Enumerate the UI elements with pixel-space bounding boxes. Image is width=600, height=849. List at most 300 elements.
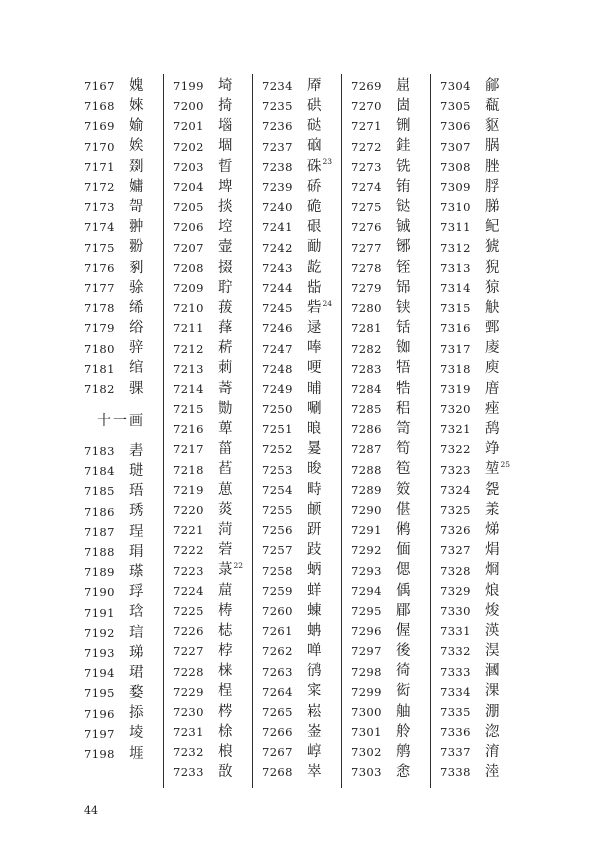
table-row	[173, 641, 253, 661]
entry-number: 7271	[351, 119, 382, 134]
table-row	[84, 663, 164, 683]
entry-character: 翂	[129, 239, 144, 256]
entry-number: 7320	[440, 402, 471, 417]
table-row	[351, 561, 431, 581]
table-row	[440, 722, 520, 742]
table-row	[440, 116, 520, 136]
footnote-ref: 23	[322, 157, 333, 167]
table-row	[440, 540, 520, 560]
entry-character: 淜	[485, 703, 500, 720]
entry-character: 羕	[485, 501, 500, 518]
entry-character: 笱	[396, 441, 411, 458]
entry-number: 7211	[173, 321, 204, 336]
entry-number: 7314	[440, 280, 471, 295]
entry-character: 珸	[129, 483, 144, 500]
table-row	[84, 461, 164, 481]
entry-number: 7297	[351, 644, 382, 659]
table-row	[173, 217, 253, 237]
entry-character: 珶	[129, 644, 144, 661]
entry-character: 莿	[218, 360, 233, 377]
page-number: 44	[84, 804, 98, 817]
footnote-ref: 24	[322, 298, 333, 308]
entry-number: 7288	[351, 462, 382, 477]
entry-character: 铞	[396, 279, 411, 296]
entry-character: 壸	[218, 239, 233, 256]
entry-character: 硍	[307, 219, 322, 236]
entry-character: 烺	[485, 582, 500, 599]
table-row	[173, 621, 253, 641]
entry-character: 硊	[307, 198, 322, 215]
table-row	[84, 522, 164, 542]
entry-number: 7231	[173, 725, 204, 740]
entry-number: 7220	[173, 503, 204, 518]
table-row	[351, 137, 431, 157]
entry-character: 牾	[396, 360, 411, 377]
entry-character: 硔	[307, 98, 322, 115]
entry-character: 崫	[396, 77, 411, 94]
entry-character: 崞	[307, 744, 322, 761]
entry-number: 7187	[84, 524, 115, 539]
entry-number: 7286	[351, 422, 382, 437]
table-row	[173, 197, 253, 217]
entry-number: 7177	[84, 280, 115, 295]
table-row	[262, 702, 342, 722]
entry-number: 7323	[440, 462, 471, 477]
entry-character: 𫄨	[129, 299, 144, 316]
entry-number: 7324	[440, 482, 471, 497]
entry-character: 渶	[485, 622, 500, 639]
entry-character: 庴	[485, 380, 500, 397]
entry-number: 7246	[262, 321, 293, 336]
table-row	[351, 76, 431, 96]
entry-character: 焌	[485, 602, 500, 619]
entry-number: 7235	[262, 99, 293, 114]
table-row	[84, 137, 164, 157]
entry-number: 7199	[173, 79, 204, 94]
entry-number: 7278	[351, 260, 382, 275]
entry-character: 砦	[307, 299, 322, 316]
table-row	[173, 116, 253, 136]
entry-character: 𬱖	[307, 501, 322, 518]
entry-character: 梌	[218, 723, 233, 740]
entry-character: 硃	[307, 158, 322, 175]
entry-number: 7229	[173, 684, 204, 699]
table-row	[262, 460, 342, 480]
entry-character: 娭	[129, 138, 144, 155]
table-row	[173, 338, 253, 358]
entry-character: 蚺	[307, 622, 322, 639]
table-row	[262, 238, 342, 258]
table-row	[351, 762, 431, 782]
entry-number: 7217	[173, 442, 204, 457]
entry-number: 7173	[84, 200, 115, 215]
entry-number: 7303	[351, 765, 382, 780]
table-row	[84, 582, 164, 602]
table-row	[262, 359, 342, 379]
entry-character: 堐	[129, 745, 144, 762]
table-row	[440, 258, 520, 278]
entry-number: 7247	[262, 341, 293, 356]
entry-character: 笯	[396, 481, 411, 498]
table-row	[84, 76, 164, 96]
entry-character: 葸	[218, 481, 233, 498]
table-row	[84, 238, 164, 258]
entry-number: 7237	[262, 139, 293, 154]
entry-character: 衒	[396, 683, 411, 700]
entry-character: 铚	[396, 259, 411, 276]
entry-number: 7254	[262, 482, 293, 497]
table-row	[440, 217, 520, 237]
table-row	[262, 96, 342, 116]
entry-character: 琎	[129, 463, 144, 480]
entry-character: 桹	[218, 744, 233, 761]
table-row	[84, 96, 164, 116]
entry-number: 7330	[440, 603, 471, 618]
table-row	[262, 520, 342, 540]
entry-number: 7332	[440, 644, 471, 659]
entry-character: 㼝	[485, 481, 500, 498]
entry-number: 7227	[173, 644, 204, 659]
entry-number: 7167	[84, 79, 115, 94]
table-row	[84, 623, 164, 643]
entry-character: 鸹	[485, 421, 500, 438]
entry-character: 萚	[218, 320, 233, 337]
entry-character: 婡	[129, 98, 144, 115]
entry-number: 7256	[262, 523, 293, 538]
entry-number: 7331	[440, 624, 471, 639]
table-row	[173, 177, 253, 197]
table-row	[173, 480, 253, 500]
entry-character: 埤	[218, 178, 233, 195]
table-row	[440, 419, 520, 439]
table-row	[173, 137, 253, 157]
table-row	[351, 742, 431, 762]
entry-number: 7188	[84, 545, 115, 560]
table-row	[440, 96, 520, 116]
entry-number: 7182	[84, 381, 115, 396]
entry-character: 䝙	[485, 118, 500, 135]
entry-number: 7230	[173, 704, 204, 719]
entry-number: 7326	[440, 523, 471, 538]
table-row	[262, 439, 342, 459]
footnote-ref: 22	[233, 561, 244, 571]
entry-number: 7336	[440, 725, 471, 740]
entry-number: 7269	[351, 79, 382, 94]
column-3	[262, 76, 342, 783]
entry-character: 趼	[307, 521, 322, 538]
table-row	[262, 500, 342, 520]
table-row	[173, 379, 253, 399]
entry-number: 7196	[84, 706, 115, 721]
entry-character: 𬳿	[129, 279, 144, 296]
table-row	[440, 238, 520, 258]
entry-number: 7287	[351, 442, 382, 457]
entry-number: 7293	[351, 563, 382, 578]
entry-character: 崮	[396, 98, 411, 115]
entry-number: 7276	[351, 220, 382, 235]
table-row	[440, 682, 520, 702]
entry-character: 蛘	[307, 582, 322, 599]
entry-number: 7317	[440, 341, 471, 356]
table-row	[440, 561, 520, 581]
entry-character: 庱	[485, 340, 500, 357]
table-row	[351, 621, 431, 641]
column-1	[84, 76, 164, 764]
entry-number: 7239	[262, 180, 293, 195]
table-row	[173, 520, 253, 540]
table-row	[84, 157, 164, 177]
table-row	[262, 318, 342, 338]
entry-number: 7210	[173, 301, 204, 316]
table-row	[262, 258, 342, 278]
entry-number: 7205	[173, 200, 204, 215]
entry-character: 脞	[485, 158, 500, 175]
entry-character: 哽	[307, 360, 322, 377]
entry-character: 萏	[218, 461, 233, 478]
entry-character: 笥	[396, 421, 411, 438]
entry-character: 堌	[218, 138, 233, 155]
entry-number: 7236	[262, 119, 293, 134]
entry-character: 淏	[485, 643, 500, 660]
entry-character: 萆	[218, 421, 233, 438]
entry-number: 7251	[262, 422, 293, 437]
table-row	[440, 460, 520, 480]
entry-character: 桲	[218, 643, 233, 660]
entry-character: 崒	[307, 764, 322, 781]
entry-character: 瓻	[485, 98, 500, 115]
table-row	[440, 661, 520, 681]
table-row	[84, 258, 164, 278]
table-row	[84, 217, 164, 237]
entry-character: 笣	[396, 461, 411, 478]
table-row	[84, 542, 164, 562]
entry-number: 7250	[262, 402, 293, 417]
entry-character: 鄃	[485, 77, 500, 94]
entry-number: 7201	[173, 119, 204, 134]
table-row	[84, 744, 164, 764]
table-row	[84, 177, 164, 197]
table-row	[440, 197, 520, 217]
entry-character: 脬	[485, 178, 500, 195]
table-row	[351, 197, 431, 217]
entry-character: 唪	[307, 340, 322, 357]
entry-character: 砉	[129, 442, 144, 459]
table-row	[440, 278, 520, 298]
entry-character: 媮	[129, 118, 144, 135]
entry-character: 掎	[218, 98, 233, 115]
table-row	[440, 399, 520, 419]
entry-number: 7253	[262, 462, 293, 477]
entry-number: 7226	[173, 624, 204, 639]
entry-character: 鱾	[485, 219, 500, 236]
entry-number: 7255	[262, 503, 293, 518]
entry-character: 淕	[485, 764, 500, 781]
table-row	[262, 217, 342, 237]
entry-character: 绤	[129, 320, 144, 337]
entry-character: 銈	[396, 138, 411, 155]
entry-character: 舲	[396, 723, 411, 740]
entry-number: 7209	[173, 280, 204, 295]
entry-character: 聍	[218, 279, 233, 296]
entry-character: 梽	[218, 622, 233, 639]
table-row	[173, 742, 253, 762]
entry-number: 7268	[262, 765, 293, 780]
table-row	[262, 661, 342, 681]
table-row	[440, 76, 520, 96]
entry-character: 漍	[485, 663, 500, 680]
entry-character: 烱	[485, 562, 500, 579]
entry-number: 7272	[351, 139, 382, 154]
table-row	[440, 318, 520, 338]
entry-number: 7221	[173, 523, 204, 538]
table-row	[84, 298, 164, 318]
entry-character: 痤	[485, 400, 500, 417]
entry-character: 梣	[218, 703, 233, 720]
entry-number: 7195	[84, 686, 115, 701]
entry-number: 7245	[262, 301, 293, 316]
entry-number: 7294	[351, 583, 382, 598]
table-row	[351, 581, 431, 601]
entry-number: 7190	[84, 585, 115, 600]
entry-number: 7259	[262, 583, 293, 598]
entry-number: 7260	[262, 603, 293, 618]
table-row	[351, 338, 431, 358]
entry-number: 7242	[262, 240, 293, 255]
entry-number: 7318	[440, 361, 471, 376]
table-row	[262, 540, 342, 560]
entry-number: 7193	[84, 645, 115, 660]
entry-number: 7240	[262, 200, 293, 215]
entry-character: 绾	[129, 360, 144, 377]
table-row	[440, 500, 520, 520]
entry-number: 7185	[84, 484, 115, 499]
table-row	[262, 76, 342, 96]
table-row	[173, 581, 253, 601]
entry-number: 7315	[440, 301, 471, 316]
entry-character: 悆	[396, 764, 411, 781]
entry-number: 7306	[440, 119, 471, 134]
table-row	[440, 177, 520, 197]
entry-character: 梼	[218, 602, 233, 619]
table-row	[262, 641, 342, 661]
table-row	[173, 419, 253, 439]
table-row	[262, 399, 342, 419]
table-row	[173, 157, 253, 177]
table-row	[351, 439, 431, 459]
table-row	[351, 238, 431, 258]
entry-number: 7219	[173, 482, 204, 497]
table-row	[262, 480, 342, 500]
entry-number: 7194	[84, 666, 115, 681]
entry-character: 崟	[307, 723, 322, 740]
table-row	[262, 379, 342, 399]
entry-number: 7316	[440, 321, 471, 336]
entry-number: 7325	[440, 503, 471, 518]
column-4	[351, 76, 431, 783]
entry-number: 7311	[440, 220, 471, 235]
entry-character: 猊	[485, 259, 500, 276]
entry-number: 7241	[262, 220, 293, 235]
entry-character: 偡	[396, 501, 411, 518]
entry-number: 7232	[173, 745, 204, 760]
table-row	[262, 116, 342, 136]
table-row	[173, 359, 253, 379]
table-row	[173, 439, 253, 459]
entry-character: 庾	[485, 360, 500, 377]
entry-character: 晡	[307, 380, 322, 397]
entry-number: 7213	[173, 361, 204, 376]
entry-character: 铕	[396, 178, 411, 195]
entry-character: 骒	[129, 380, 144, 397]
table-row	[351, 359, 431, 379]
table-row	[440, 359, 520, 379]
entry-number: 7321	[440, 422, 471, 437]
table-row	[84, 278, 164, 298]
entry-number: 7283	[351, 361, 382, 376]
entry-number: 7249	[262, 381, 293, 396]
entry-number: 7252	[262, 442, 293, 457]
table-row	[351, 722, 431, 742]
entry-character: 剟	[129, 158, 144, 175]
entry-number: 7257	[262, 543, 293, 558]
table-row	[262, 561, 342, 581]
entry-character: 䓛	[218, 582, 233, 599]
entry-number: 7322	[440, 442, 471, 457]
entry-character: 蝀	[307, 602, 322, 619]
entry-number: 7273	[351, 159, 382, 174]
entry-character: 畤	[307, 481, 322, 498]
entry-character: 桯	[218, 683, 233, 700]
entry-number: 7218	[173, 462, 204, 477]
entry-character: 翀	[129, 219, 144, 236]
entry-character: 梾	[218, 663, 233, 680]
entry-character: 鸻	[307, 663, 322, 680]
entry-character: 㫰	[307, 421, 322, 438]
entry-number: 7192	[84, 625, 115, 640]
entry-number: 7277	[351, 240, 382, 255]
table-row	[173, 96, 253, 116]
table-row	[351, 661, 431, 681]
table-row	[262, 177, 342, 197]
entry-number: 7234	[262, 79, 293, 94]
entry-character: 琀	[129, 604, 144, 621]
table-row	[351, 702, 431, 722]
table-row	[351, 540, 431, 560]
table-row	[173, 661, 253, 681]
entry-number: 7214	[173, 381, 204, 396]
table-row	[84, 643, 164, 663]
entry-number: 7329	[440, 583, 471, 598]
entry-character: 猄	[485, 279, 500, 296]
entry-number: 7309	[440, 180, 471, 195]
table-row	[351, 500, 431, 520]
entry-character: 龁	[307, 259, 322, 276]
entry-character: 堖	[218, 118, 233, 135]
entry-character: 骍	[129, 340, 144, 357]
entry-number: 7172	[84, 180, 115, 195]
entry-number: 7178	[84, 301, 115, 316]
entry-number: 7243	[262, 260, 293, 275]
entry-number: 7261	[262, 624, 293, 639]
table-row	[351, 399, 431, 419]
table-row	[84, 318, 164, 338]
entry-number: 7334	[440, 684, 471, 699]
table-row	[84, 359, 164, 379]
table-row	[262, 742, 342, 762]
entry-character: 勚	[218, 400, 233, 417]
entry-character: 竫	[485, 441, 500, 458]
entry-character: 脶	[485, 138, 500, 155]
